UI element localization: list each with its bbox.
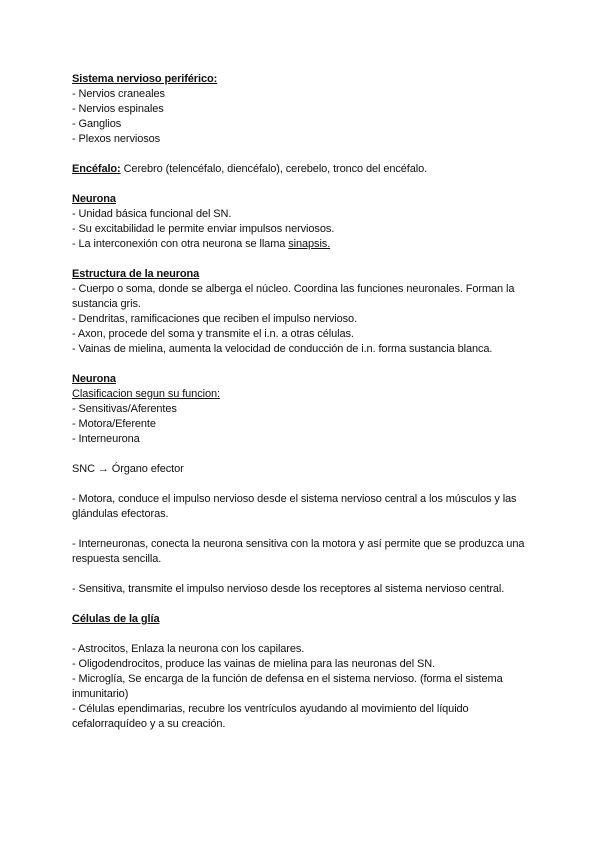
encefalo-line: [72, 162, 532, 177]
paragraph-motora: - Motora, conduce el impulso nervioso desde el sistema nervioso central a los músculos y las glándulas efectoras.: [72, 493, 520, 520]
subheading-clasificacion: Clasificacion segun su funcion:: [72, 388, 220, 400]
list-item: - Unidad básica funcional del SN.: [72, 208, 232, 220]
list-item: - Microglía, Se encarga de la función de defensa en el sistema nervioso. (forma el sistema inmunitario): [72, 673, 506, 700]
document-body: [72, 72, 532, 732]
list-item: - Plexos nerviosos: [72, 133, 161, 145]
list-item: - Ganglios: [72, 118, 122, 130]
heading-neurona: Neurona: [72, 193, 116, 205]
list-item: - Dendritas, ramificaciones que reciben el impulso nervioso.: [72, 313, 358, 325]
heading-neurona-clasificacion: Neurona: [72, 373, 116, 385]
encefalo-text: Cerebro (telencéfalo, diencéfalo), cerebelo, tronco del encéfalo.: [120, 163, 428, 175]
list-item: - Su excitabilidad le permite enviar impulsos nerviosos.: [72, 223, 335, 235]
list-item: - Células ependimarias, recubre los ventrículos ayudando al movimiento del líquido cefalorraquídeo y a su creación.: [72, 703, 472, 730]
list-item: - Axon, procede del soma y transmite el i.n. a otras células.: [72, 328, 354, 340]
list-item: - Nervios craneales: [72, 88, 165, 100]
list-item: - Oligodendrocitos, produce las vainas de mielina para las neuronas del SN.: [72, 658, 436, 670]
list-item: - Sensitivas/Aferentes: [72, 403, 177, 415]
list-item: - Cuerpo o soma, donde se alberga el núcleo. Coordina las funciones neuronales. Forman la sustancia gris.: [72, 283, 518, 310]
list-item: - Motora/Eferente: [72, 418, 156, 430]
paragraph-sensitiva: - Sensitiva, transmite el impulso nervioso desde los receptores al sistema nervioso central.: [72, 583, 505, 595]
list-item: - Astrocitos, Enlaza la neurona con los capilares.: [72, 643, 305, 655]
list-item: [72, 237, 532, 252]
flow-snc-organo: SNC → Órgano efector: [72, 463, 184, 475]
heading-estructura: Estructura de la neurona: [72, 268, 200, 280]
sinapsis-prefix: - La interconexión con otra neurona se llama: [72, 238, 289, 250]
list-item: - Nervios espinales: [72, 103, 164, 115]
paragraph-interneuronas: - Interneuronas, conecta la neurona sensitiva con la motora y así permite que se produzca una respuesta sencilla.: [72, 538, 528, 565]
sinapsis-term: sinapsis.: [288, 238, 331, 250]
list-item: - Interneurona: [72, 433, 140, 445]
heading-glia: Células de la glía: [72, 613, 160, 625]
heading-sistema-periferico: Sistema nervioso periférico:: [72, 73, 218, 85]
list-item: - Vainas de mielina, aumenta la velocidad de conducción de i.n. forma sustancia blanca.: [72, 343, 493, 355]
encefalo-label: Encéfalo:: [72, 163, 121, 175]
